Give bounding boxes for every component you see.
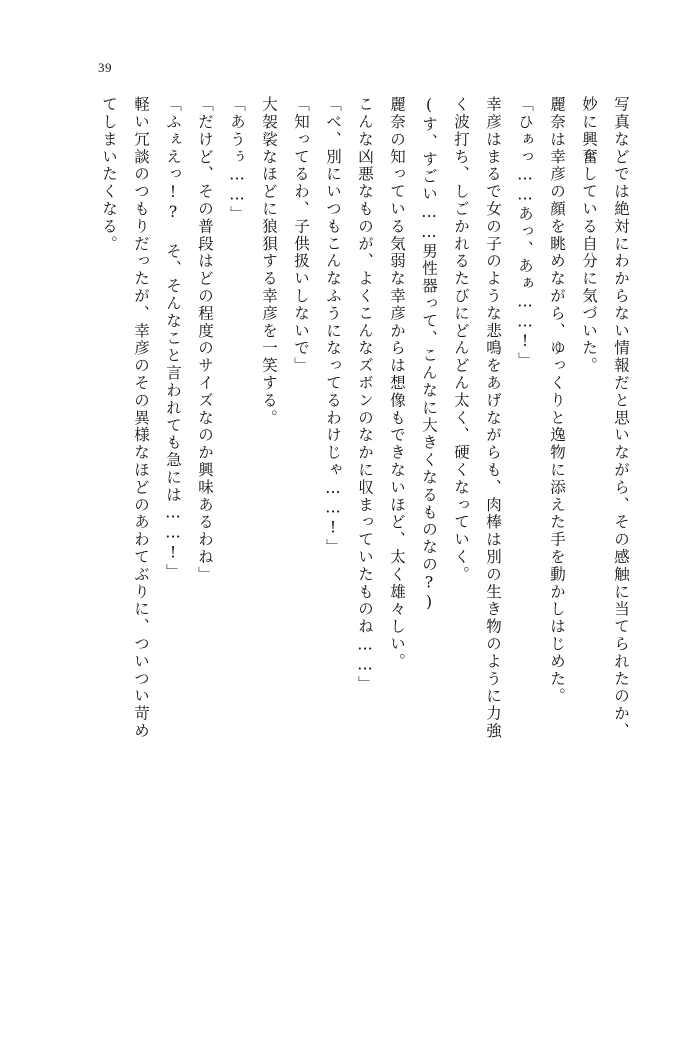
text-line: (す、すごい……男性器って、こんなに大きくなるものなの?) — [420, 96, 438, 614]
text-line: 「知ってるわ、子供扱いしないで」 — [292, 96, 310, 375]
text-line: 写真などでは絶対にわからない情報だと思いながら、その感触に当てられたのか、 — [612, 96, 630, 740]
text-line: く波打ち、しごかれるたびにどんどん太く、硬くなっていく。 — [452, 96, 470, 584]
text-line: 「ふぇえっ!? そ、そんなこと言われても急には……!」 — [164, 96, 182, 581]
text-line: 軽い冗談のつもりだったが、幸彦のその異様なほどのあわてぶりに、ついつい苛め — [132, 96, 150, 740]
text-line: 妙に興奮している自分に気づいた。 — [580, 96, 598, 375]
text-line: 「べ、別にいつもこんなふうになってるわけじゃ……!」 — [324, 96, 342, 556]
text-line: てしまいたくなる。 — [100, 96, 118, 253]
vertical-text-body — [68, 96, 628, 976]
text-line: 「ひぁっ……あっ、あぁ……!」 — [516, 96, 534, 370]
text-line: 幸彦はまるで女の子のような悲鳴をあげながらも、肉棒は別の生き物のように力強 — [484, 96, 502, 740]
text-line: 麗奈の知っている気弱な幸彦からは想像もできないほど、太く雄々しい。 — [388, 96, 406, 671]
text-line: 大袈裟なほどに狼狽する幸彦を一笑する。 — [260, 96, 278, 427]
text-line: 「あうぅ……」 — [228, 96, 246, 223]
text-line: 麗奈は幸彦の顔を眺めながら、ゆっくりと逸物に添えた手を動かしはじめた。 — [548, 96, 566, 705]
text-line: 「だけど、その普段はどの程度のサイズなのか興味あるわね」 — [196, 96, 214, 584]
page-number: 39 — [98, 60, 112, 75]
text-line: こんな凶悪なものが、よくこんなズボンのなかに収まっていたものね……」 — [356, 96, 374, 693]
